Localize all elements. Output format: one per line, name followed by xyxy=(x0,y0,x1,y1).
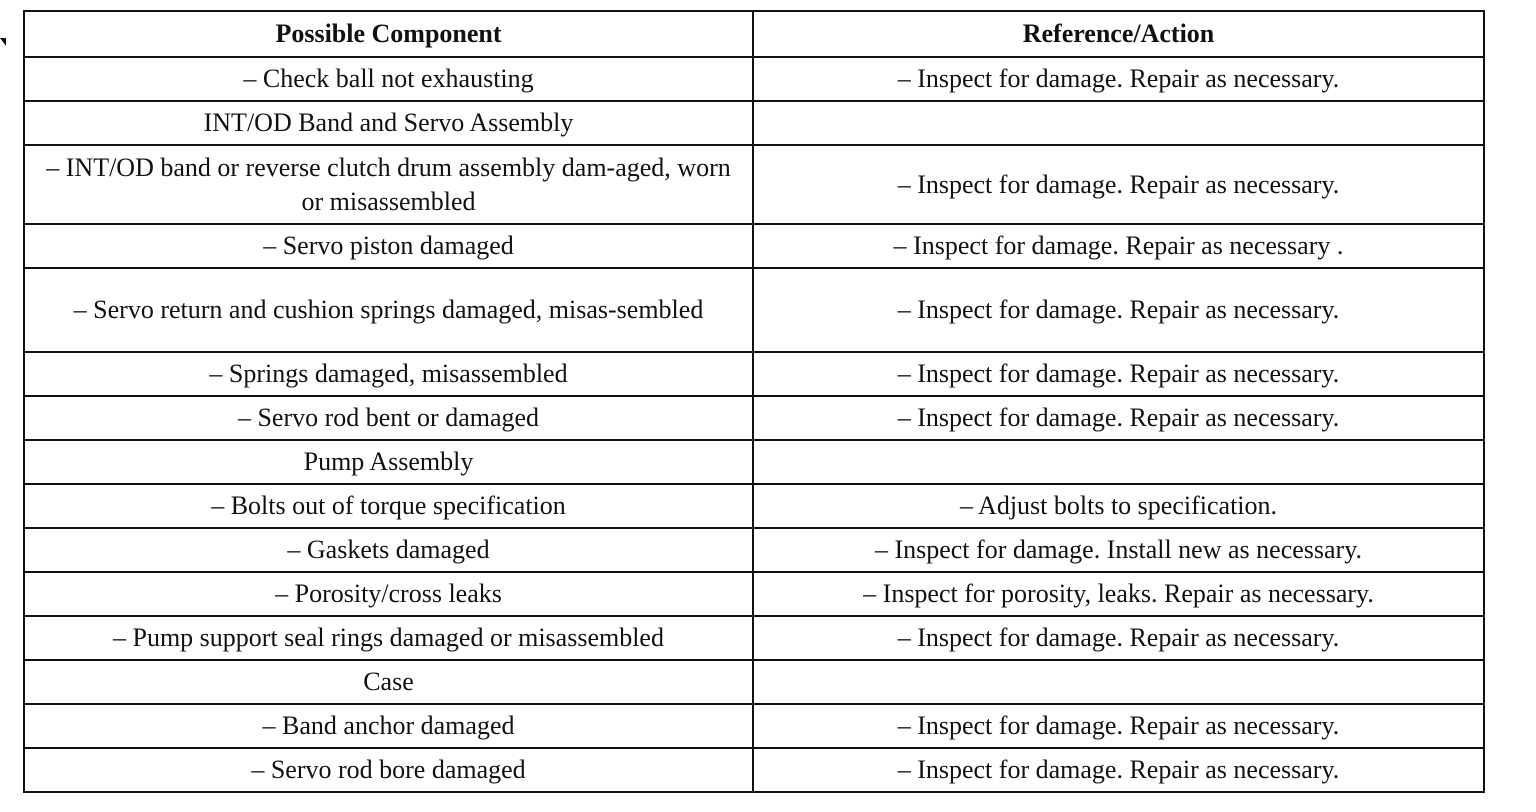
table-row-section-heading xyxy=(24,440,1484,484)
action-cell: – Inspect for damage. Repair as necessary. xyxy=(753,268,1484,352)
diagnosis-table xyxy=(23,10,1485,793)
action-cell: – Inspect for damage. Repair as necessary. xyxy=(753,748,1484,792)
action-cell: – Inspect for damage. Repair as necessary. xyxy=(753,145,1484,224)
component-cell: – Servo piston damaged xyxy=(24,224,753,268)
header-possible-component: Possible Component xyxy=(24,11,753,57)
component-cell: – Band anchor damaged xyxy=(24,704,753,748)
component-cell: – Servo return and cushion springs damaged, misas-sembled xyxy=(24,268,753,352)
action-cell: – Inspect for damage. Repair as necessary. xyxy=(753,352,1484,396)
component-cell: – Servo rod bent or damaged xyxy=(24,396,753,440)
action-cell: – Inspect for porosity, leaks. Repair as necessary. xyxy=(753,572,1484,616)
table-row xyxy=(24,528,1484,572)
action-cell: – Inspect for damage. Install new as necessary. xyxy=(753,528,1484,572)
section-heading-cell: Pump Assembly xyxy=(24,440,753,484)
action-cell: – Inspect for damage. Repair as necessary . xyxy=(753,224,1484,268)
action-cell: – Inspect for damage. Repair as necessary. xyxy=(753,396,1484,440)
table-row xyxy=(24,224,1484,268)
table-row xyxy=(24,704,1484,748)
table-header-row xyxy=(24,11,1484,57)
table-row xyxy=(24,572,1484,616)
table-row xyxy=(24,616,1484,660)
component-cell: – Springs damaged, misassembled xyxy=(24,352,753,396)
margin-arrow-mark xyxy=(0,38,6,46)
section-heading-cell: INT/OD Band and Servo Assembly xyxy=(24,101,753,145)
table-row-section-heading xyxy=(24,101,1484,145)
component-cell: – Gaskets damaged xyxy=(24,528,753,572)
component-cell: – Check ball not exhausting xyxy=(24,57,753,101)
table-row xyxy=(24,352,1484,396)
action-cell: – Adjust bolts to specification. xyxy=(753,484,1484,528)
action-cell xyxy=(753,660,1484,704)
section-heading-cell: Case xyxy=(24,660,753,704)
action-cell: – Inspect for damage. Repair as necessary. xyxy=(753,704,1484,748)
table-row-section-heading xyxy=(24,660,1484,704)
component-cell: – Pump support seal rings damaged or misassembled xyxy=(24,616,753,660)
action-cell: – Inspect for damage. Repair as necessary. xyxy=(753,57,1484,101)
action-cell xyxy=(753,440,1484,484)
table-row xyxy=(24,484,1484,528)
component-cell: – Servo rod bore damaged xyxy=(24,748,753,792)
component-cell: – INT/OD band or reverse clutch drum assembly dam-aged, worn or misassembled xyxy=(24,145,753,224)
table-row xyxy=(24,57,1484,101)
action-cell xyxy=(753,101,1484,145)
table-row xyxy=(24,748,1484,792)
table-row xyxy=(24,268,1484,352)
component-cell: – Porosity/cross leaks xyxy=(24,572,753,616)
action-cell: – Inspect for damage. Repair as necessary. xyxy=(753,616,1484,660)
table-row xyxy=(24,145,1484,224)
header-reference-action: Reference/Action xyxy=(753,11,1484,57)
component-cell: – Bolts out of torque specification xyxy=(24,484,753,528)
table-row xyxy=(24,396,1484,440)
